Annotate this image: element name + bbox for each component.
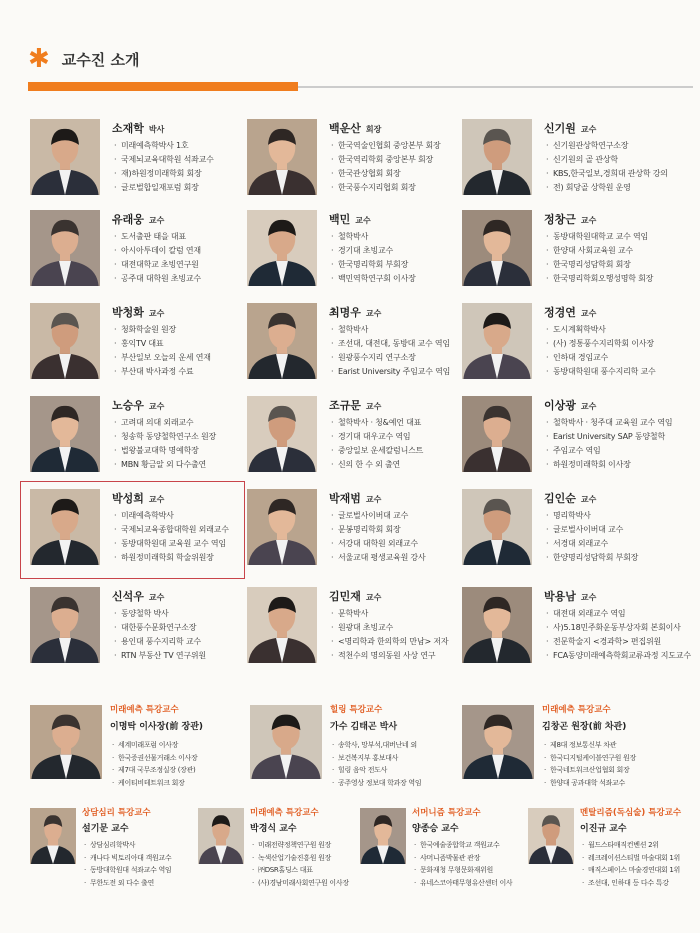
professor-card <box>30 396 255 491</box>
credential-item: · 제7대 국무조정실장 (장관) <box>110 764 197 777</box>
professor-card <box>462 396 687 491</box>
credential-item: · 한국예술종합학교 객원교수 <box>412 839 512 852</box>
credential-item: · 세계미래포럼 이사장 <box>110 739 197 752</box>
portrait-photo <box>247 303 317 379</box>
credential-item: · 국제뇌교육대학원 석좌교수 <box>112 153 214 167</box>
credential-item: · MBN 황금알 외 다수출연 <box>112 458 216 472</box>
credential-item: · 주임교수 역임 <box>544 444 672 458</box>
portrait-photo <box>30 210 100 286</box>
portrait-photo <box>462 705 534 779</box>
page-title: 교수진 소개 <box>61 50 140 69</box>
professor-name <box>329 588 381 604</box>
credential-item: · 공주대 대학원 초빙교수 <box>112 272 201 286</box>
credential-item: · 원광풍수지리 연구소장 <box>329 351 450 365</box>
credential-list <box>112 230 201 286</box>
credential-item: · 한양대 사회교육원 교수 <box>544 244 653 258</box>
credential-item: · <명리학과 한의학의 만남> 저자 <box>329 635 448 649</box>
credential-item: · 문봉명리학회 회장 <box>329 523 426 537</box>
credential-list <box>329 509 426 565</box>
professor-card <box>30 489 255 584</box>
professor-title: 교수 <box>365 309 382 318</box>
credential-item: · 청송학 동양철학연구소 원장 <box>112 430 216 444</box>
professor-name <box>329 211 371 227</box>
credential-list <box>112 323 211 379</box>
special-name: 이진규 교수 <box>580 824 627 834</box>
name-text: 박성희 <box>112 492 144 505</box>
credential-item: · 전) 회당골 상학원 운영 <box>544 181 668 195</box>
professor-name <box>329 304 381 320</box>
credential-list <box>412 839 512 889</box>
credential-item: · 경기대 초빙교수 <box>329 244 416 258</box>
credential-item: · 한국명리학회 부회장 <box>329 258 416 272</box>
credential-list <box>110 739 197 789</box>
credential-item: · (사) 정통풍수지리학회 이사장 <box>544 337 656 351</box>
credential-item: · KBS,한국일보,경희대 관상학 강의 <box>544 167 668 181</box>
credential-item: · 철학박사 · 청주대 교육원 교수 역임 <box>544 416 672 430</box>
credential-item: · 하원정미래학회 학술위원장 <box>112 551 229 565</box>
credential-item: · 서울교대 평생교육원 강사 <box>329 551 426 565</box>
professor-title: 교수 <box>365 495 382 504</box>
portrait-photo <box>250 705 322 779</box>
credential-item: · 한양대 공과대학 석좌교수 <box>542 777 636 790</box>
name-text: 백운산 <box>329 122 361 135</box>
professor-title: 교수 <box>148 593 165 602</box>
credential-list <box>329 139 441 195</box>
professor-name <box>544 490 596 506</box>
credential-list <box>112 509 229 565</box>
credential-item: · 힐링 음악 전도사 <box>330 764 421 777</box>
professor-name <box>544 120 596 136</box>
header-divider <box>298 86 693 88</box>
professor-name <box>329 490 381 506</box>
portrait-photo <box>247 210 317 286</box>
professor-card <box>462 210 687 305</box>
name-text: 정창근 <box>544 213 576 226</box>
professor-title: 교수 <box>580 309 597 318</box>
credential-item: · 한국풍수지리협회 회장 <box>329 181 441 195</box>
credential-list <box>329 323 450 379</box>
credential-item: · 동방대학원대 교육원 교수 역임 <box>112 537 229 551</box>
credential-item: · 한양명리성담학회 부회장 <box>544 551 638 565</box>
credential-item: · 하원정미래학회 이사장 <box>544 458 672 472</box>
credential-item: · 조선대, 인하대 등 다수 특강 <box>580 877 680 890</box>
credential-item: · 글로벌합일재포럼 회장 <box>112 181 214 195</box>
credential-list <box>544 416 672 472</box>
name-text: 신석우 <box>112 590 144 603</box>
name-text: 김민재 <box>329 590 361 603</box>
professor-title: 회장 <box>365 125 382 134</box>
credential-item: · 청화학술원 원장 <box>112 323 211 337</box>
professor-card <box>247 396 472 491</box>
professor-card <box>247 489 472 584</box>
credential-list <box>544 323 656 379</box>
credential-list <box>544 139 668 195</box>
credential-item: · 서경대 외래교수 <box>544 537 638 551</box>
credential-item: · 국제뇌교육종합대학원 외래교수 <box>112 523 229 537</box>
portrait-photo <box>462 303 532 379</box>
credential-item: · Earist University 주임교수 역임 <box>329 365 450 379</box>
professor-card <box>247 210 472 305</box>
credential-item: · 동양철학 박사 <box>112 607 206 621</box>
credential-item: · 홍익TV 대표 <box>112 337 211 351</box>
professor-card <box>462 489 687 584</box>
credential-list <box>542 739 636 789</box>
professor-title: 교수 <box>148 309 165 318</box>
credential-item: · 한국명리학회오행성명학 회장 <box>544 272 653 286</box>
credential-item: · Earist University SAP 동양철학 <box>544 430 672 444</box>
professor-card <box>462 303 687 398</box>
credential-item: · 서강대 대학원 외래교수 <box>329 537 426 551</box>
credential-list <box>544 607 691 663</box>
portrait-photo <box>360 808 406 864</box>
credential-list <box>329 230 416 286</box>
professor-title: 교수 <box>148 402 165 411</box>
credential-item: · 적천수의 명의동원 사상 연구 <box>329 649 448 663</box>
credential-item: · 철학박사 <box>329 323 450 337</box>
name-text: 정경연 <box>544 306 576 319</box>
credential-item: · 송학사, 망부석,대버난네 외 <box>330 739 421 752</box>
professor-name <box>544 588 596 604</box>
professor-title: 교수 <box>148 495 165 504</box>
special-name: 가수 김태곤 박사 <box>330 722 398 732</box>
credential-item: · 월드스타매직컨벤션 2위 <box>580 839 680 852</box>
credential-list <box>112 607 206 663</box>
portrait-photo <box>462 210 532 286</box>
credential-item: · 고려대 의대 외래교수 <box>112 416 216 430</box>
credential-item: · 레크레이션스티벌 마술대회 1위 <box>580 852 680 865</box>
credential-item: · 백민역학연구회 이사장 <box>329 272 416 286</box>
credential-list <box>112 139 214 195</box>
portrait-photo <box>247 396 317 472</box>
credential-item: · 글로벌사이버대 교수 <box>544 523 638 537</box>
credential-list <box>330 739 421 789</box>
portrait-photo <box>30 119 100 195</box>
portrait-photo <box>247 587 317 663</box>
professor-card <box>462 587 691 682</box>
portrait-photo <box>247 489 317 565</box>
credential-item: · 캐나다 빅토리아대 객원교수 <box>82 852 171 865</box>
credential-item: · (사)경남미래사회연구원 이사장 <box>250 877 349 890</box>
credential-item: · 무한도전 외 다수 출연 <box>82 877 171 890</box>
professor-name <box>544 397 596 413</box>
special-label: 미래예측 특강교수 <box>542 705 611 715</box>
credential-item: · 대전대학교 초빙연구원 <box>112 258 201 272</box>
professor-card <box>247 587 472 682</box>
portrait-photo <box>462 396 532 472</box>
professor-title: 교수 <box>580 402 597 411</box>
credential-item: · 철학박사 · 청&예언 대표 <box>329 416 423 430</box>
credential-item: · 철학박사 <box>329 230 416 244</box>
page-header <box>28 46 139 72</box>
credential-item: · 원광대 초빙교수 <box>329 621 448 635</box>
credential-item: · 한국네트워크산업협회 회장 <box>542 764 636 777</box>
special-label: 미래예측 특강교수 <box>250 808 319 818</box>
header-accent-bar <box>28 82 298 91</box>
name-text: 박청화 <box>112 306 144 319</box>
special-name: 이명탁 이사장(前 장관) <box>110 722 204 732</box>
credential-item: · 한국역리학회 중앙본부 회장 <box>329 153 441 167</box>
professor-name <box>544 304 596 320</box>
special-label: 힐링 특강교수 <box>330 705 383 715</box>
credential-item: · 샤머니즘박물관 관장 <box>412 852 512 865</box>
credential-item: · 명리학박사 <box>544 509 638 523</box>
name-text: 백민 <box>329 213 351 226</box>
credential-item: · 녹색산업기술진흥원 원장 <box>250 852 349 865</box>
professor-name <box>112 120 164 136</box>
professor-title: 교수 <box>580 216 597 225</box>
special-label: 미래예측 특강교수 <box>110 705 179 715</box>
credential-item: · 전문학술지 <경과학> 편집위원 <box>544 635 691 649</box>
special-label: 서머니즘 특강교수 <box>412 808 481 818</box>
credential-item: · 법왕불교대학 명예학장 <box>112 444 216 458</box>
credential-item: · 동방대학원대 풍수지리학 교수 <box>544 365 656 379</box>
professor-title: 교수 <box>148 216 165 225</box>
portrait-photo <box>30 587 100 663</box>
special-label: 상담심리 특강교수 <box>82 808 151 818</box>
credential-item: · 케이티비테트워크 회장 <box>110 777 197 790</box>
credential-item: · 재)하원정미래학회 회장 <box>112 167 214 181</box>
professor-title: 교수 <box>355 216 371 225</box>
name-text: 소재학 <box>112 122 144 135</box>
credential-item: · 신의 한 수 외 출연 <box>329 458 423 472</box>
credential-item: · 사)5.18민주화운동부상자회 본회이사 <box>544 621 691 635</box>
credential-item: · 중앙일보 운세칼럼니스트 <box>329 444 423 458</box>
portrait-photo <box>198 808 244 864</box>
name-text: 최명우 <box>329 306 361 319</box>
credential-item: · 문화재청 무형문화재위원 <box>412 864 512 877</box>
professor-title: 박사 <box>148 125 165 134</box>
professor-card <box>247 303 472 398</box>
professor-card <box>30 303 255 398</box>
credential-item: · 미래전략정책연구원 원장 <box>250 839 349 852</box>
credential-item: · RTN 부동산 TV 연구위원 <box>112 649 206 663</box>
professor-title: 교수 <box>580 593 597 602</box>
credential-list <box>329 607 448 663</box>
name-text: 박재범 <box>329 492 361 505</box>
professor-title: 교수 <box>365 402 382 411</box>
credential-item: · 경기대 대우교수 역임 <box>329 430 423 444</box>
credential-item: · 용인대 풍수지리학 교수 <box>112 635 206 649</box>
portrait-photo <box>462 119 532 195</box>
credential-item: · 도시계획학박사 <box>544 323 656 337</box>
name-text: 김인순 <box>544 492 576 505</box>
special-name: 김창곤 원장(前 차관) <box>542 722 627 732</box>
professor-name <box>112 397 164 413</box>
portrait-photo <box>30 396 100 472</box>
credential-list <box>82 839 171 889</box>
credential-item: · 신기원관상학연구소장 <box>544 139 668 153</box>
professor-name <box>544 211 596 227</box>
professor-name <box>112 588 164 604</box>
professor-card <box>30 210 255 305</box>
portrait-photo <box>30 489 100 565</box>
credential-item: · 보건복지부 홍보대사 <box>330 752 421 765</box>
credential-item: · 도서출판 태을 대표 <box>112 230 201 244</box>
professor-card <box>30 119 255 214</box>
name-text: 이상광 <box>544 399 576 412</box>
credential-list <box>112 416 216 472</box>
special-name: 설기문 교수 <box>82 824 129 834</box>
asterisk-icon: ✱ <box>28 44 50 74</box>
professor-name <box>112 490 164 506</box>
professor-title: 교수 <box>365 593 382 602</box>
credential-item: · 상담심리학박사 <box>82 839 171 852</box>
credential-list <box>544 230 653 286</box>
credential-item: · 한국역술인협회 중앙본부 회장 <box>329 139 441 153</box>
special-label: 멘탈리즘(독심술) 특강교수 <box>580 808 682 818</box>
professor-name <box>329 120 381 136</box>
name-text: 박용남 <box>544 590 576 603</box>
credential-item: · 글로벌사이버대 교수 <box>329 509 426 523</box>
professor-name <box>112 211 164 227</box>
credential-item: · 동방대학원대학교 교수 역임 <box>544 230 653 244</box>
credential-item: · 매직스페이스 마술경연대회 1위 <box>580 864 680 877</box>
credential-item: · ㈜DSR홀딩스 대표 <box>250 864 349 877</box>
credential-item: · 공주영상 정보대 학과장 역임 <box>330 777 421 790</box>
credential-item: · 대전대 외래교수 역임 <box>544 607 691 621</box>
credential-list <box>329 416 423 472</box>
credential-item: · FCA동양미래예측학회교류과정 지도교수 <box>544 649 691 663</box>
name-text: 신기원 <box>544 122 576 135</box>
credential-item: · 한국디지털케이블연구원 원장 <box>542 752 636 765</box>
credential-item: · 부산대 박사과정 수료 <box>112 365 211 379</box>
portrait-photo <box>30 303 100 379</box>
portrait-photo <box>462 587 532 663</box>
credential-item: · 미래예측학박사 1호 <box>112 139 214 153</box>
credential-item: · 동방대학원대 석좌교수 역임 <box>82 864 171 877</box>
professor-card <box>247 119 472 214</box>
credential-item: · 대한풍수문화연구소장 <box>112 621 206 635</box>
credential-item: · 인하대 경임교수 <box>544 351 656 365</box>
credential-item: · 아시아투데이 칼럼 연재 <box>112 244 201 258</box>
professor-card <box>462 119 687 214</box>
professor-card <box>30 587 255 682</box>
portrait-photo <box>462 489 532 565</box>
credential-item: · 조선대, 대전대, 동방대 교수 역임 <box>329 337 450 351</box>
professor-title: 교수 <box>580 125 597 134</box>
credential-item: · 신기원의 골 관상학 <box>544 153 668 167</box>
credential-list <box>250 839 349 889</box>
portrait-photo <box>30 808 76 864</box>
special-name: 양종승 교수 <box>412 824 459 834</box>
credential-list <box>544 509 638 565</box>
portrait-photo <box>30 705 102 779</box>
portrait-photo <box>528 808 574 864</box>
professor-name <box>329 397 381 413</box>
credential-item: · 문학박사 <box>329 607 448 621</box>
name-text: 노승우 <box>112 399 144 412</box>
credential-item: · 미래예측학박사 <box>112 509 229 523</box>
professor-name <box>112 304 164 320</box>
name-text: 유래웅 <box>112 213 144 226</box>
special-name: 박경식 교수 <box>250 824 297 834</box>
credential-item: · 부산일보 오늘의 운세 연재 <box>112 351 211 365</box>
credential-item: · 제8대 정보통신부 차관 <box>542 739 636 752</box>
credential-list <box>580 839 680 889</box>
credential-item: · 한국명리성담학회 회장 <box>544 258 653 272</box>
name-text: 조규문 <box>329 399 361 412</box>
credential-item: · 한국증권선물거래소 이사장 <box>110 752 197 765</box>
credential-item: · 유네스코아태무형유산센터 이사 <box>412 877 512 890</box>
professor-title: 교수 <box>580 495 597 504</box>
portrait-photo <box>247 119 317 195</box>
credential-item: · 한국관상협회 회장 <box>329 167 441 181</box>
